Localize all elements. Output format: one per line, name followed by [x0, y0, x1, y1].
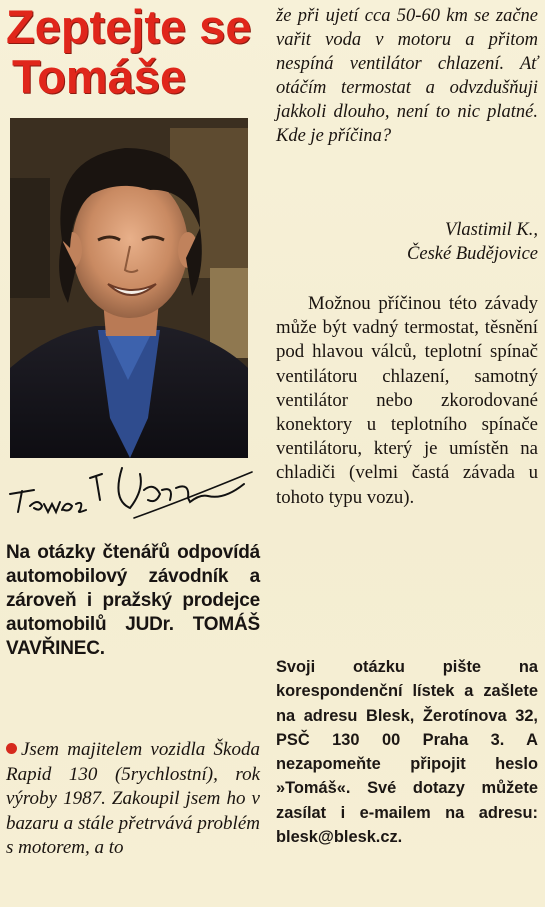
reader-question-part-1: Jsem majitelem vozidla Škoda Rapid 130 (5rychlostní), rok výroby 1987. Zakoupil jsem ho v bazaru a stále přetrvává problém s motorem, a to: [6, 739, 260, 858]
title-line-2: Tomáše: [12, 50, 187, 103]
submission-info: Svoji otázku pište na korespondenční lístek a zašlete na adresu Blesk, Žerotínova 32, PSČ 130 00 Praha 3. A nezapomeňte připojit heslo »Tomáš«. Své dotazy můžete zasílat i e-mailem na adresu: blesk@blesk.cz.: [276, 658, 538, 847]
sender-city: České Budějovice: [407, 244, 538, 264]
question-sender: [276, 218, 538, 266]
reader-question-part-2: že při ujetí cca 50-60 km se začne vařit voda v motoru a přitom nespíná ventilátor chlazení. Ať otáčím termostat a odvzdušňuji jakkoli dlouho, není to nic platné. Kde je příčina?: [276, 6, 538, 146]
red-bullet-icon: [6, 743, 17, 754]
portrait-photo: [10, 118, 248, 458]
title-line-1: Zeptejte se: [6, 0, 252, 53]
column-title: [6, 2, 256, 102]
signature: [4, 460, 254, 522]
sender-name: Vlastimil K.,: [444, 220, 538, 240]
expert-answer: Možnou příčinou této závady může být vadný termostat, těsnění pod hlavou válců, teplotní spínač ventilátoru chlazení, samotný ventilátor nebo zkorodované konektory u teplotního spínače ventilátoru, který je umístěn na chladiči (velmi častá závada u tohoto typu vozu).: [276, 293, 538, 508]
lead-paragraph: Na otázky čtenářů odpovídá automobilový závodník a zároveň i pražský prodejce automobilů JUDr. TOMÁŠ VAVŘINEC.: [6, 542, 260, 659]
